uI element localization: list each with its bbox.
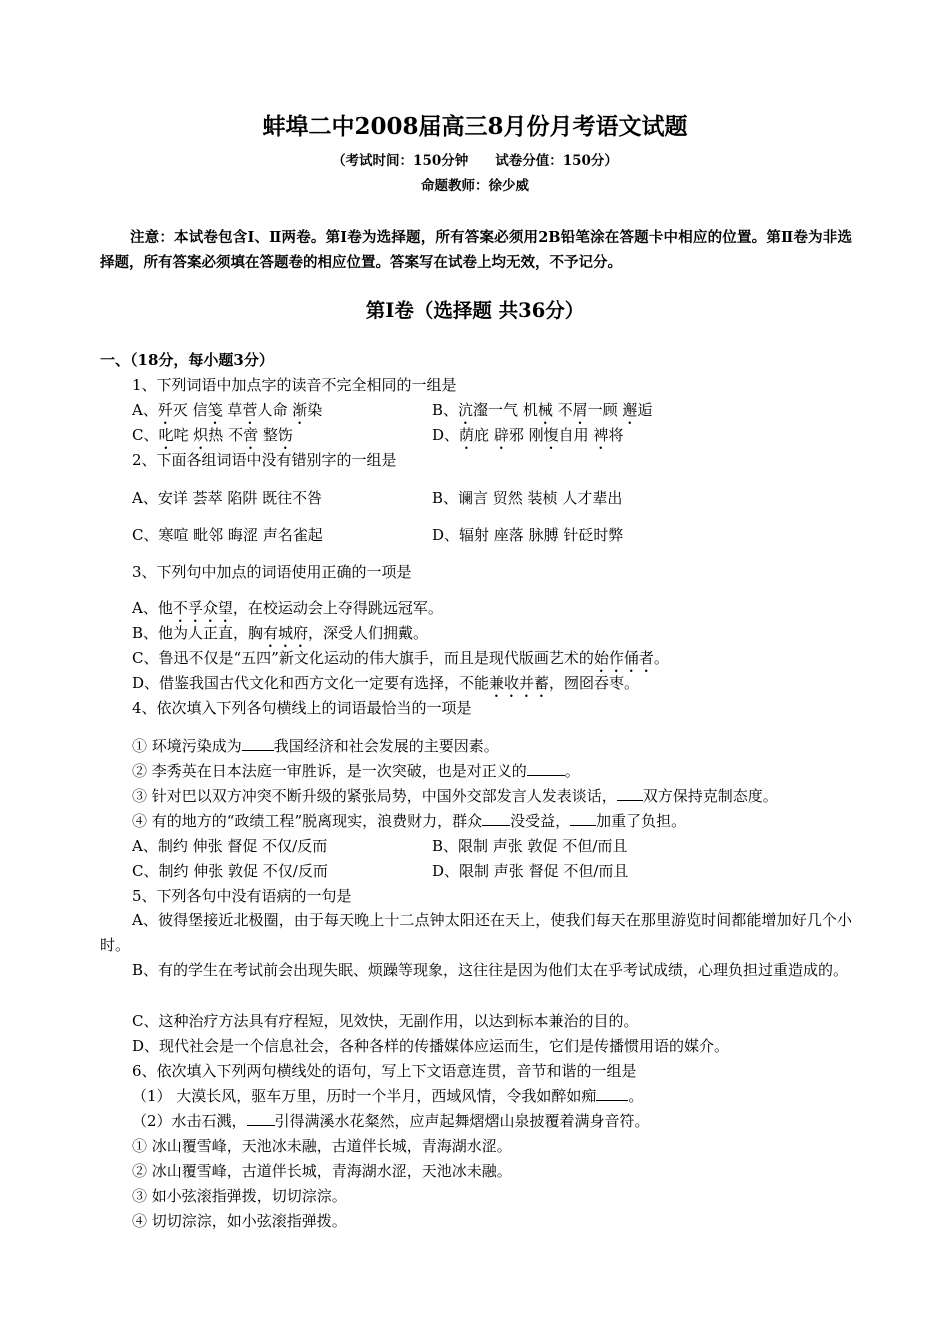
blank-line xyxy=(482,811,510,826)
q1-option-b xyxy=(432,400,652,428)
sentence-text: ④ 有的地方的“政绩工程”脱离现实，浪费财力，群众 xyxy=(132,812,483,830)
exam-info: （考试时间：150分钟 试卷分值：150分） xyxy=(332,153,618,169)
dotted-char: 叱 xyxy=(158,426,174,444)
sentence-text: 没受益， xyxy=(510,812,571,830)
dotted-char: 邂 xyxy=(622,401,638,419)
q4-sentence-3 xyxy=(132,786,778,806)
option-label: D、 xyxy=(432,426,460,444)
exam-teacher: 命题教师：徐少威 xyxy=(421,178,529,194)
q2-option-b: B、谰言 贸然 装桢 人才辈出 xyxy=(432,489,623,507)
option-text: D、借鉴我国古代文化和西方文化一定要有选择，不能 xyxy=(132,674,490,692)
option-text: 草 xyxy=(222,401,243,419)
dotted-char: 炽 xyxy=(193,426,209,444)
option-text: 整 xyxy=(258,426,278,444)
blank-line xyxy=(242,736,274,751)
option-text: ，深受人们拥戴。 xyxy=(308,624,429,642)
q4-sentence-1 xyxy=(132,736,499,756)
sentence-text: 。 xyxy=(628,1087,644,1105)
dotted-phrase: 有城府 xyxy=(263,624,309,642)
sentence-text: （2）水击石溅， xyxy=(132,1112,247,1130)
q1-option-c xyxy=(132,425,293,453)
dotted-char: 荫 xyxy=(459,426,475,444)
section-title: 第Ⅰ卷（选择题 共36分） xyxy=(365,299,585,322)
option-text: 热 不 xyxy=(208,426,244,444)
option-text: B、他为人正直，胸 xyxy=(132,624,264,642)
q4-sentence-2 xyxy=(132,761,580,781)
q5-option-b: B、有的学生在考试前会出现失眠、烦躁等现象，这往往是因为他们太在乎考试成绩，心理负担过重造成的。 xyxy=(132,961,849,979)
option-text: 灭 信 xyxy=(172,401,208,419)
dotted-phrase: 兼收并蓄 xyxy=(489,674,550,692)
q4-option-c: C、制约 伸张 敦促 不仅/反而 xyxy=(132,862,328,880)
part-heading xyxy=(100,350,274,370)
option-label: C、 xyxy=(132,426,159,444)
q3-option-d xyxy=(132,673,639,701)
dotted-char: 辟 xyxy=(493,426,509,444)
q5-option-a: A、彼得堡接近北极圈，由于每天晚上十二点钟太阳还在天上，使我们每天在那里游览时间都能增加好几个小时。 xyxy=(100,911,852,954)
option-text: 瀣一气 机 xyxy=(473,401,538,419)
sentence-text: 双方保持克制态度。 xyxy=(642,787,778,805)
dotted-phrase: 始作俑者 xyxy=(593,649,654,667)
q4-option-a: A、制约 伸张 督促 不仅/反而 xyxy=(132,837,328,855)
q2-stem: 2、下面各组词语中没有错别字的一组是 xyxy=(132,451,397,469)
option-text: 自用 xyxy=(558,426,594,444)
exam-title: 蚌埠二中2008届高三8月份月考语文试题 xyxy=(262,113,688,140)
q1-option-a xyxy=(132,400,322,428)
option-text: ，囫囵吞枣。 xyxy=(549,674,640,692)
option-text: A、他 xyxy=(132,599,173,617)
option-text: 。 xyxy=(653,649,669,667)
option-label: B、 xyxy=(432,401,459,419)
exam-notice: 注意：本试卷包含Ⅰ、Ⅱ两卷。第Ⅰ卷为选择题，所有答案必须用2B铅笔涂在答题卡中相应的位置。第Ⅱ卷为非选择题，所有答案必须填在答题卷的相应位置。答案写在试卷上均无效，不予记分。 xyxy=(100,229,852,271)
sentence-text: 加重了负担。 xyxy=(596,812,687,830)
option-text: 邪 刚 xyxy=(508,426,544,444)
q5-option-d: D、现代社会是一个信息社会，各种各样的传播媒体应运而生，它们是传播惯用语的媒介。 xyxy=(132,1037,730,1055)
option-label: A、 xyxy=(132,401,158,419)
dotted-char: 笺 xyxy=(207,401,223,419)
q2-option-a: A、安详 荟萃 陷阱 既往不咎 xyxy=(132,489,323,507)
option-text: 庇 xyxy=(474,426,494,444)
q4-option-d: D、限制 声张 督促 不但/而且 xyxy=(432,862,629,880)
sentence-text: ③ 针对巴以双方冲突不断升级的紧张局势，中国外交部发言人发表谈话， xyxy=(132,787,617,805)
q3-stem: 3、下列句中加点的词语使用正确的一项是 xyxy=(132,563,412,581)
option-text: 逅 xyxy=(637,401,653,419)
dotted-char: 歼 xyxy=(157,401,173,419)
q6-choice-2: ② 冰山覆雪峰，古道伴长城，青海湖水涩，天池冰未融。 xyxy=(132,1162,512,1180)
blank-line xyxy=(527,761,565,776)
blank-line xyxy=(247,1111,275,1126)
q1-option-d xyxy=(432,425,623,453)
q6-choice-3: ③ 如小弦滚指弹拨，切切淙淙。 xyxy=(132,1187,347,1205)
part-label: 一、 xyxy=(100,351,131,369)
sentence-text: （1） 大漠长风，驱车万里，历时一个半月，西域风情，令我如醉如痴 xyxy=(132,1087,597,1105)
q6-choice-1: ① 冰山覆雪峰，天池冰未融，古道伴长城，青海湖水涩。 xyxy=(132,1137,512,1155)
dotted-char: 饬 xyxy=(277,426,293,444)
option-text: 将 xyxy=(608,426,624,444)
option-text: 一顾 xyxy=(587,401,623,419)
q3-option-c xyxy=(132,648,669,676)
q2-option-c: C、寒喧 毗邻 晦涩 声名雀起 xyxy=(132,526,323,544)
dotted-char: 械 xyxy=(537,401,553,419)
q6-choice-4: ④ 切切淙淙，如小弦滚指弹拨。 xyxy=(132,1212,347,1230)
dotted-char: 愎 xyxy=(543,426,559,444)
q1-stem: 1、下列词语中加点字的读音不完全相同的一组是 xyxy=(132,376,457,394)
dotted-char: 渐 xyxy=(292,401,308,419)
part-score: （18分，每小题3分） xyxy=(130,351,274,369)
q4-stem: 4、依次填入下列各句横线上的词语最恰当的一项是 xyxy=(132,699,472,717)
dotted-char: 沆 xyxy=(458,401,474,419)
q5-stem: 5、下列各句中没有语病的一句是 xyxy=(132,887,352,905)
option-text: 染 xyxy=(307,401,323,419)
q3-option-a xyxy=(132,598,443,626)
q6-sentence-2 xyxy=(132,1111,650,1131)
q6-stem: 6、依次填入下列两句横线处的语句，写上下文语意连贯，音节和谐的一组是 xyxy=(132,1062,637,1080)
q2-option-d: D、辐射 座落 脉膊 针砭时弊 xyxy=(432,526,624,544)
sentence-text: 我国经济和社会发展的主要因素。 xyxy=(273,737,499,755)
dotted-char: 啻 xyxy=(243,426,259,444)
dotted-char: 菅 xyxy=(242,401,258,419)
option-text: C、鲁迅不仅是“五四”新文化运动的伟大旗手，而且是现代版画艺术的 xyxy=(132,649,594,667)
dotted-phrase: 不孚众望 xyxy=(172,599,233,617)
sentence-text: 。 xyxy=(564,762,580,780)
q6-sentence-1 xyxy=(132,1086,643,1106)
q4-option-b: B、限制 声张 敦促 不但/而且 xyxy=(432,837,628,855)
option-text: 不 xyxy=(552,401,573,419)
q5-option-c: C、这种治疗方法具有疗程短，见效快，无副作用，以达到标本兼治的目的。 xyxy=(132,1012,639,1030)
blank-line xyxy=(617,786,643,801)
q3-option-b xyxy=(132,623,428,651)
sentence-text: ② 李秀英在日本法庭一审胜诉，是一次突破，也是对正义的 xyxy=(132,762,527,780)
option-text: ，在校运动会上夺得跳远冠军。 xyxy=(232,599,443,617)
blank-line xyxy=(596,1086,628,1101)
option-text: 咤 xyxy=(173,426,194,444)
dotted-char: 裨 xyxy=(593,426,609,444)
q4-sentence-4 xyxy=(132,811,686,831)
option-text: 人命 xyxy=(257,401,293,419)
sentence-text: ① 环境污染成为 xyxy=(132,737,242,755)
blank-line xyxy=(570,811,596,826)
dotted-char: 屑 xyxy=(572,401,588,419)
sentence-text: 引得满溪水花粲然，应声起舞熠熠山泉披覆着满身音符。 xyxy=(274,1112,650,1130)
